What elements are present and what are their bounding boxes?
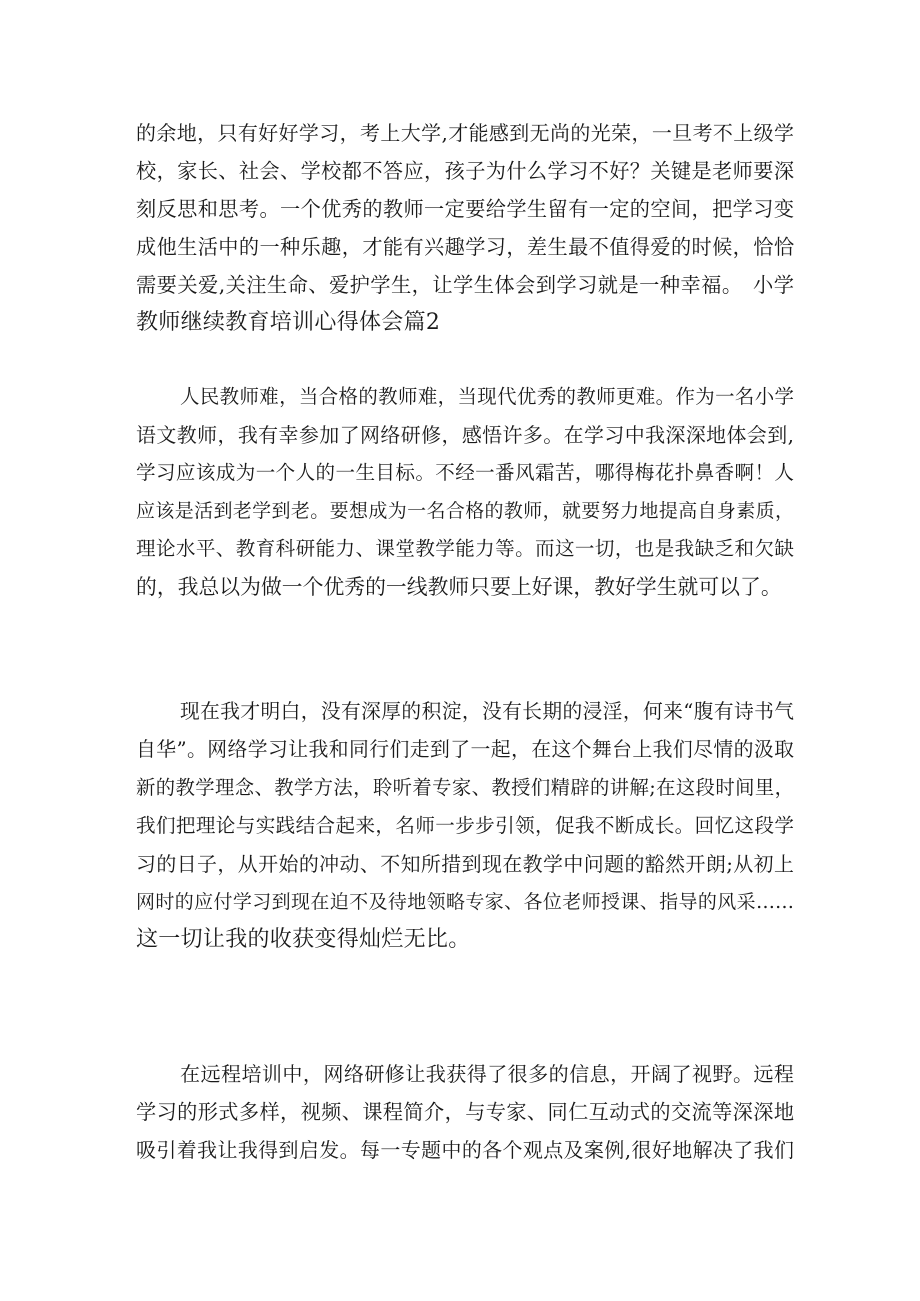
paragraph-3 — [136, 693, 794, 959]
paragraph-line: 我们把理论与实践结合起来，名师一步步引领，促我不断成长。回忆这段学 — [136, 814, 794, 837]
paragraph-line: 这一切让我的收获变得灿烂无比。 — [136, 927, 471, 952]
paragraph-line: 新的教学理念、教学方法，聆听着专家、教授们精辟的讲解;在这段时间里， — [136, 776, 794, 799]
paragraph-line: 在远程培训中，网络研修让我获得了很多的信息，开阔了视野。远程 — [180, 1062, 794, 1086]
paragraph-line: 自华”。网络学习让我和同行们走到了一起，在这个舞台上我们尽情的汲取 — [136, 738, 794, 761]
paragraph-line: 校，家长、社会、学校都不答应，孩子为什么学习不好？关键是老师要深 — [136, 159, 794, 183]
paragraph-line: 习的日子，从开始的冲动、不知所措到现在教学中问题的豁然开朗;从初上 — [136, 852, 794, 876]
paragraph-line: 需要关爱,关注生命、爱护学生，让学生体会到学习就是一种幸福。 小学 — [136, 273, 794, 297]
paragraph-line: 吸引着我让我得到启发。每一专题中的各个观点及案例,很好地解决了我们 — [136, 1138, 794, 1162]
paragraph-line: 网时的应付学习到现在迫不及待地领略专家、各位老师授课、指导的风采…… — [136, 891, 794, 913]
paragraph-line: 学习应该成为一个人的一生目标。不经一番风霜苦，哪得梅花扑鼻香啊！人 — [136, 461, 794, 484]
paragraph-line: 成他生活中的一种乐趣，才能有兴趣学习，差生最不值得爱的时候，恰恰 — [136, 235, 794, 259]
paragraph-2 — [136, 378, 794, 606]
paragraph-line: 理论水平、教育科研能力、课堂教学能力等。而这一切，也是我缺乏和欠缺 — [136, 537, 794, 560]
paragraph-1 — [136, 114, 794, 342]
paragraph-line: 的，我总以为做一个优秀的一线教师只要上好课，教好学生就可以了。 — [136, 575, 782, 599]
paragraph-line: 的余地，只有好好学习，考上大学,才能感到无尚的光荣，一旦考不上级学 — [136, 121, 794, 145]
paragraph-line: 刻反思和思考。一个优秀的教师一定要给学生留有一定的空间，把学习变 — [136, 197, 794, 221]
paragraph-line: 应该是活到老学到老。要想成为一名合格的教师，就要努力地提高自身素质， — [136, 500, 794, 522]
paragraph-line: 学习的形式多样，视频、课程简介，与专家、同仁互动式的交流等深深地 — [136, 1100, 794, 1124]
paragraph-line: 语文教师，我有幸参加了网络研修，感悟许多。在学习中我深深地体会到, — [136, 423, 794, 447]
paragraph-line: 人民教师难，当合格的教师难，当现代优秀的教师更难。作为一名小学 — [180, 385, 794, 408]
paragraph-line: 现在我才明白，没有深厚的积淀，没有长期的浸淫，何来“腹有诗书气 — [180, 700, 794, 723]
section-heading-line: 教师继续教育培训心得体会篇2 — [136, 310, 441, 335]
paragraph-4 — [136, 1055, 794, 1169]
